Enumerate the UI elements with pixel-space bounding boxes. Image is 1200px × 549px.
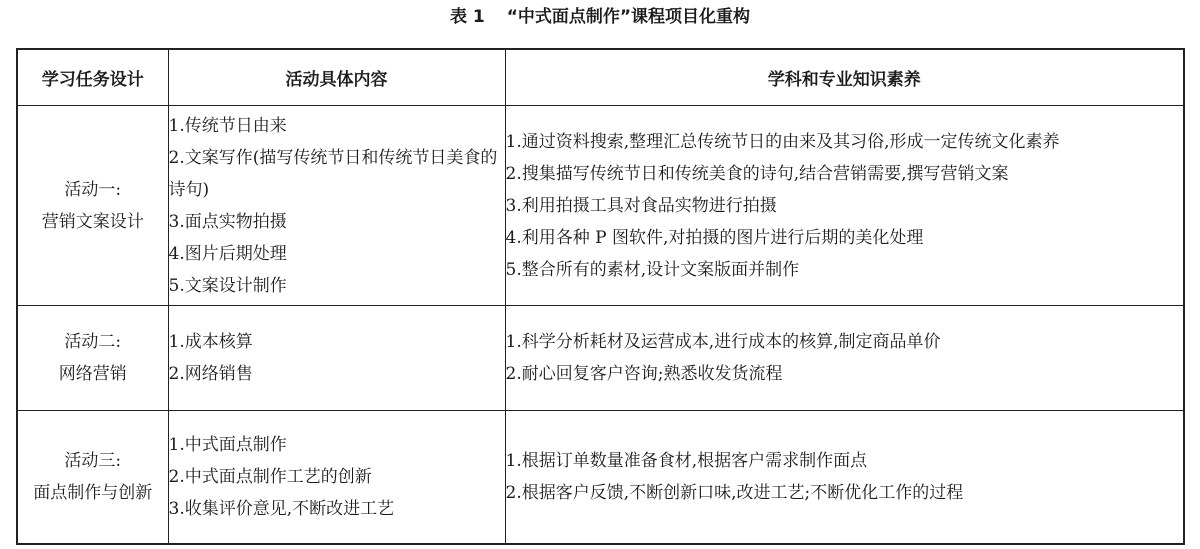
knowledge-cell <box>505 306 1184 411</box>
knowledge-item: 5.整合所有的素材,设计文案版面并制作 <box>505 259 800 280</box>
task-cell <box>17 411 168 544</box>
knowledge-item: 1.科学分析耗材及运营成本,进行成本的核算,制定商品单价 <box>505 332 941 352</box>
course-table <box>16 48 1185 545</box>
content-cell <box>168 106 505 306</box>
content-item: 2.网络销售 <box>168 364 253 384</box>
content-item: 3.面点实物拍摄 <box>168 211 287 232</box>
content-item: 2.中式面点制作工艺的创新 <box>168 466 372 487</box>
table-title: “中式面点制作”课程项目化重构 <box>506 7 751 27</box>
knowledge-cell <box>505 411 1184 544</box>
header-row <box>17 49 1184 106</box>
task-line: 网络营销 <box>58 364 127 384</box>
header-content: 活动具体内容 <box>168 49 505 106</box>
task-line: 活动一: <box>64 179 122 200</box>
task-line: 活动三: <box>64 450 122 471</box>
table-row <box>17 306 1184 411</box>
knowledge-item: 2.耐心回复客户咨询;熟悉收发货流程 <box>505 364 783 384</box>
content-item: 1.中式面点制作 <box>168 434 287 455</box>
table-caption <box>0 6 1200 28</box>
task-line: 活动二: <box>64 332 122 352</box>
knowledge-cell <box>505 106 1184 306</box>
content-item: 1.成本核算 <box>168 332 253 352</box>
knowledge-item: 1.通过资料搜索,整理汇总传统节日的由来及其习俗,形成一定传统文化素养 <box>505 131 1060 152</box>
header-knowledge: 学科和专业知识素养 <box>505 49 1184 106</box>
task-line: 营销文案设计 <box>41 211 144 232</box>
knowledge-item: 3.利用拍摄工具对食品实物进行拍摄 <box>505 195 777 216</box>
content-item: 3.收集评价意见,不断改进工艺 <box>168 498 395 519</box>
knowledge-item: 4.利用各种 P 图软件,对拍摄的图片进行后期的美化处理 <box>505 227 924 248</box>
content-item: 1.传统节日由来 <box>168 115 287 136</box>
content-cell <box>168 306 505 411</box>
content-cell <box>168 411 505 544</box>
task-cell <box>17 106 168 306</box>
knowledge-item: 2.搜集描写传统节日和传统美食的诗句,结合营销需要,撰写营销文案 <box>505 163 1009 184</box>
table-row <box>17 106 1184 306</box>
header-task: 学习任务设计 <box>17 49 168 106</box>
knowledge-item: 2.根据客户反馈,不断创新口味,改进工艺;不断优化工作的过程 <box>505 482 964 503</box>
table-number: 表 1 <box>449 7 485 27</box>
content-item: 4.图片后期处理 <box>168 243 287 264</box>
task-cell <box>17 306 168 411</box>
content-item: 5.文案设计制作 <box>168 275 287 296</box>
table-row <box>17 411 1184 544</box>
task-line: 面点制作与创新 <box>33 482 153 503</box>
knowledge-item: 1.根据订单数量准备食材,根据客户需求制作面点 <box>505 450 868 471</box>
content-item: 2.文案写作(描写传统节日和传统节日美食的诗句) <box>168 147 498 200</box>
